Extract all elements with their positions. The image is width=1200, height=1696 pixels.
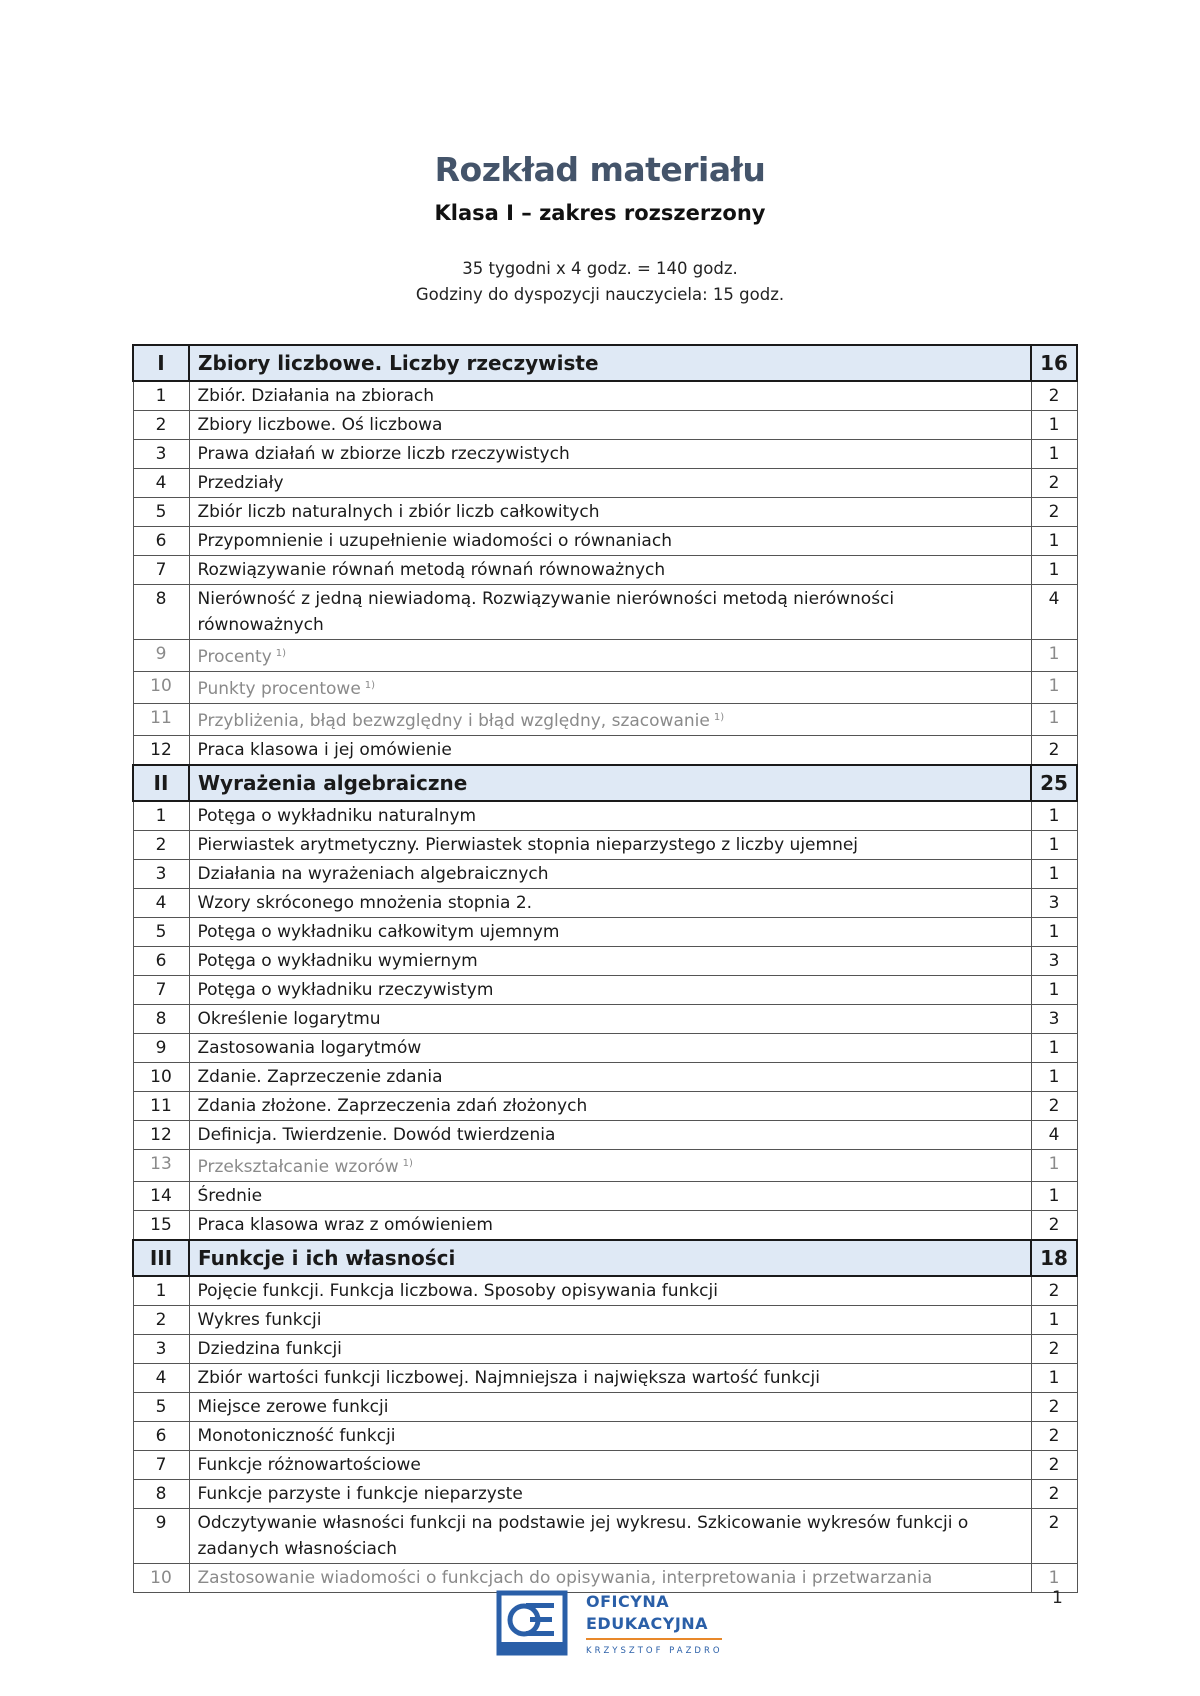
lesson-number: 11	[133, 1092, 189, 1121]
table-row	[133, 411, 1077, 440]
page-subtitle: Klasa I – zakres rozszerzony	[434, 201, 766, 225]
teacher-hours: Godziny do dyspozycji nauczyciela: 15 godz.	[415, 285, 785, 304]
section-number: I	[133, 345, 189, 381]
topic-text: Potęga o wykładniku wymiernym	[197, 951, 478, 971]
topic-text: Przybliżenia, błąd bezwzględny i błąd względny, szacowanie	[197, 711, 710, 731]
lesson-number: 9	[133, 1509, 189, 1564]
topic-cell	[189, 831, 1031, 860]
table-row	[133, 947, 1077, 976]
lesson-hours: 3	[1031, 947, 1077, 976]
topic-text: Rozwiązywanie równań metodą równań równoważnych	[197, 560, 666, 580]
lesson-number: 8	[133, 1480, 189, 1509]
lesson-hours: 2	[1031, 1509, 1077, 1564]
topic-text: Wykres funkcji	[197, 1310, 322, 1330]
lesson-hours: 1	[1031, 1306, 1077, 1335]
table-row	[133, 640, 1077, 672]
logo-text-edukacyjna: EDUKACYJNA	[586, 1614, 709, 1633]
table-row	[133, 527, 1077, 556]
lesson-number: 4	[133, 889, 189, 918]
lesson-number: 9	[133, 1034, 189, 1063]
table-row	[133, 1276, 1077, 1306]
lesson-hours: 2	[1031, 381, 1077, 411]
section-number: III	[133, 1240, 189, 1276]
topic-cell	[189, 527, 1031, 556]
table-row	[133, 1034, 1077, 1063]
section-hours: 16	[1031, 345, 1077, 381]
table-row	[133, 672, 1077, 704]
table-row	[133, 860, 1077, 889]
table-row	[133, 1092, 1077, 1121]
section-title: Funkcje i ich własności	[189, 1240, 1031, 1276]
lesson-hours: 2	[1031, 469, 1077, 498]
topic-cell	[189, 976, 1031, 1005]
table-row	[133, 704, 1077, 736]
topic-text: Zbiór wartości funkcji liczbowej. Najmniejsza i największa wartość funkcji	[197, 1368, 820, 1388]
lesson-hours: 2	[1031, 498, 1077, 527]
lesson-hours: 1	[1031, 918, 1077, 947]
lesson-hours: 1	[1031, 672, 1077, 704]
topic-cell	[189, 672, 1031, 704]
topic-cell	[189, 1451, 1031, 1480]
topic-text: Odczytywanie własności funkcji na podstawie jej wykresu. Szkicowanie wykresów funkcji o zadanych własnościach	[197, 1513, 969, 1559]
table-row	[133, 1121, 1077, 1150]
table-row	[133, 1564, 1077, 1593]
topic-cell	[189, 1564, 1031, 1593]
lesson-hours: 1	[1031, 860, 1077, 889]
topic-text: Zbiór. Działania na zbiorach	[197, 386, 434, 406]
topic-cell	[189, 918, 1031, 947]
topic-text: Zbiór liczb naturalnych i zbiór liczb całkowitych	[197, 502, 600, 522]
table-row	[133, 976, 1077, 1005]
page-number: 1	[1052, 1588, 1063, 1608]
topic-cell	[189, 1422, 1031, 1451]
lesson-hours: 1	[1031, 976, 1077, 1005]
topic-text: Działania na wyrażeniach algebraicznych	[197, 864, 549, 884]
topic-text: Potęga o wykładniku całkowitym ujemnym	[197, 922, 560, 942]
topic-cell	[189, 1335, 1031, 1364]
topic-cell	[189, 1063, 1031, 1092]
topic-cell	[189, 1211, 1031, 1241]
lesson-number: 5	[133, 918, 189, 947]
topic-text: Miejsce zerowe funkcji	[197, 1397, 389, 1417]
topic-cell	[189, 1480, 1031, 1509]
topic-cell	[189, 556, 1031, 585]
topic-cell	[189, 1364, 1031, 1393]
lesson-hours: 4	[1031, 585, 1077, 640]
lesson-number: 5	[133, 498, 189, 527]
lesson-hours: 2	[1031, 1393, 1077, 1422]
lesson-number: 6	[133, 527, 189, 556]
topic-text: Wzory skróconego mnożenia stopnia 2.	[197, 893, 533, 913]
topic-text: Zastosowanie wiadomości o funkcjach do opisywania, interpretowania i przetwarzania	[197, 1568, 933, 1588]
lesson-hours: 2	[1031, 1092, 1077, 1121]
lesson-number: 7	[133, 556, 189, 585]
topic-cell	[189, 1121, 1031, 1150]
table-row	[133, 889, 1077, 918]
lesson-number: 7	[133, 976, 189, 1005]
logo-text-oficyna: OFICYNA	[586, 1592, 670, 1611]
lesson-number: 10	[133, 672, 189, 704]
topic-text: Funkcje parzyste i funkcje nieparzyste	[197, 1484, 523, 1504]
topic-cell	[189, 381, 1031, 411]
topic-text: Określenie logarytmu	[197, 1009, 381, 1029]
section-number: II	[133, 765, 189, 801]
topic-text: Zastosowania logarytmów	[197, 1038, 422, 1058]
topic-text: Praca klasowa wraz z omówieniem	[197, 1215, 493, 1235]
section-title: Wyrażenia algebraiczne	[189, 765, 1031, 801]
lesson-hours: 1	[1031, 527, 1077, 556]
lesson-number: 10	[133, 1063, 189, 1092]
table-row	[133, 801, 1077, 831]
lesson-number: 5	[133, 1393, 189, 1422]
table-row	[133, 1451, 1077, 1480]
table-row	[133, 1063, 1077, 1092]
logo-divider	[586, 1638, 722, 1640]
lesson-number: 3	[133, 440, 189, 469]
table-row	[133, 381, 1077, 411]
topic-text: Zbiory liczbowe. Oś liczbowa	[197, 415, 443, 435]
topic-text: Przypomnienie i uzupełnienie wiadomości o równaniach	[197, 531, 672, 551]
footnote-marker: 1)	[402, 1158, 413, 1169]
logo-text-author: KRZYSZTOF PAZDRO	[586, 1646, 723, 1656]
topic-text: Nierówność z jedną niewiadomą. Rozwiązywanie nierówności metodą nierówności równoważnych	[197, 589, 895, 635]
topic-text: Prawa działań w zbiorze liczb rzeczywistych	[197, 444, 570, 464]
topic-cell	[189, 889, 1031, 918]
table-row	[133, 469, 1077, 498]
topic-text: Przedziały	[197, 473, 284, 493]
topic-cell	[189, 1393, 1031, 1422]
table-row	[133, 556, 1077, 585]
table-row	[133, 831, 1077, 860]
lesson-hours: 2	[1031, 736, 1077, 766]
table-row	[133, 1306, 1077, 1335]
table-row	[133, 440, 1077, 469]
lesson-number: 1	[133, 801, 189, 831]
lesson-number: 2	[133, 1306, 189, 1335]
lesson-number: 8	[133, 1005, 189, 1034]
curriculum-table	[132, 344, 1078, 1593]
table-row	[133, 1480, 1077, 1509]
topic-text: Procenty	[197, 647, 272, 667]
topic-cell	[189, 704, 1031, 736]
topic-cell	[189, 1276, 1031, 1306]
topic-cell	[189, 1306, 1031, 1335]
lesson-hours: 3	[1031, 1005, 1077, 1034]
table-row	[133, 498, 1077, 527]
section-title: Zbiory liczbowe. Liczby rzeczywiste	[189, 345, 1031, 381]
topic-text: Zdanie. Zaprzeczenie zdania	[197, 1067, 443, 1087]
lesson-number: 3	[133, 860, 189, 889]
section-hours: 25	[1031, 765, 1077, 801]
topic-cell	[189, 498, 1031, 527]
lesson-hours: 4	[1031, 1121, 1077, 1150]
lesson-number: 6	[133, 947, 189, 976]
lesson-number: 12	[133, 1121, 189, 1150]
lesson-number: 1	[133, 1276, 189, 1306]
table-row	[133, 1422, 1077, 1451]
lesson-number: 8	[133, 585, 189, 640]
topic-text: Potęga o wykładniku rzeczywistym	[197, 980, 494, 1000]
lesson-number: 3	[133, 1335, 189, 1364]
topic-text: Potęga o wykładniku naturalnym	[197, 806, 477, 826]
footnote-marker: 1)	[713, 712, 725, 723]
lesson-hours: 2	[1031, 1335, 1077, 1364]
topic-text: Pierwiastek arytmetyczny. Pierwiastek stopnia nieparzystego z liczby ujemnej	[197, 835, 859, 855]
topic-text: Punkty procentowe	[197, 679, 361, 699]
topic-text: Pojęcie funkcji. Funkcja liczbowa. Sposoby opisywania funkcji	[197, 1281, 718, 1301]
topic-cell	[189, 469, 1031, 498]
lesson-number: 9	[133, 640, 189, 672]
lesson-hours: 1	[1031, 1364, 1077, 1393]
lesson-hours: 2	[1031, 1422, 1077, 1451]
lesson-number: 2	[133, 411, 189, 440]
lesson-hours: 1	[1031, 411, 1077, 440]
lesson-number: 10	[133, 1564, 189, 1593]
lesson-number: 15	[133, 1211, 189, 1241]
publisher-logo	[496, 1590, 736, 1670]
topic-text: Praca klasowa i jej omówienie	[197, 740, 452, 760]
topic-cell	[189, 640, 1031, 672]
table-row	[133, 1393, 1077, 1422]
lesson-hours: 1	[1031, 640, 1077, 672]
table-row	[133, 1509, 1077, 1564]
lesson-number: 11	[133, 704, 189, 736]
section-header-row	[133, 765, 1077, 801]
topic-cell	[189, 801, 1031, 831]
topic-cell	[189, 1034, 1031, 1063]
lesson-number: 12	[133, 736, 189, 766]
table-row	[133, 736, 1077, 766]
topic-cell	[189, 1005, 1031, 1034]
topic-cell	[189, 1150, 1031, 1182]
lesson-hours: 1	[1031, 801, 1077, 831]
table-row	[133, 1150, 1077, 1182]
topic-text: Monotoniczność funkcji	[197, 1426, 396, 1446]
topic-text: Zdania złożone. Zaprzeczenia zdań złożonych	[197, 1096, 588, 1116]
oe-logo-icon	[496, 1590, 568, 1656]
topic-text: Średnie	[197, 1186, 263, 1206]
lesson-hours: 1	[1031, 1564, 1077, 1593]
table-row	[133, 1005, 1077, 1034]
lesson-number: 4	[133, 1364, 189, 1393]
topic-cell	[189, 585, 1031, 640]
topic-text: Przekształcanie wzorów	[197, 1157, 399, 1177]
lesson-number: 13	[133, 1150, 189, 1182]
footnote-marker: 1)	[364, 680, 376, 691]
topic-text: Dziedzina funkcji	[197, 1339, 342, 1359]
section-header-row	[133, 1240, 1077, 1276]
section-hours: 18	[1031, 1240, 1077, 1276]
lesson-hours: 1	[1031, 1182, 1077, 1211]
table-row	[133, 918, 1077, 947]
lesson-number: 2	[133, 831, 189, 860]
topic-text: Definicja. Twierdzenie. Dowód twierdzenia	[197, 1125, 556, 1145]
lesson-hours: 2	[1031, 1276, 1077, 1306]
table-row	[133, 1182, 1077, 1211]
lesson-hours: 3	[1031, 889, 1077, 918]
topic-cell	[189, 860, 1031, 889]
section-header-row	[133, 345, 1077, 381]
table-row	[133, 1364, 1077, 1393]
topic-cell	[189, 1182, 1031, 1211]
lesson-hours: 1	[1031, 556, 1077, 585]
topic-cell	[189, 736, 1031, 766]
topic-text: Funkcje różnowartościowe	[197, 1455, 421, 1475]
lesson-number: 1	[133, 381, 189, 411]
topic-cell	[189, 947, 1031, 976]
lesson-number: 4	[133, 469, 189, 498]
hours-summary: 35 tygodni x 4 godz. = 140 godz.	[462, 259, 738, 278]
table-row	[133, 1335, 1077, 1364]
footnote-marker: 1)	[275, 648, 287, 659]
document-header	[0, 148, 1200, 308]
table-row	[133, 1211, 1077, 1241]
topic-cell	[189, 1509, 1031, 1564]
lesson-hours: 1	[1031, 704, 1077, 736]
lesson-hours: 1	[1031, 1063, 1077, 1092]
lesson-hours: 1	[1031, 1034, 1077, 1063]
topic-cell	[189, 411, 1031, 440]
lesson-hours: 1	[1031, 831, 1077, 860]
table-row	[133, 585, 1077, 640]
lesson-hours: 2	[1031, 1480, 1077, 1509]
lesson-hours: 1	[1031, 1150, 1077, 1182]
lesson-hours: 1	[1031, 440, 1077, 469]
curriculum-table-body	[133, 345, 1077, 1593]
page-title: Rozkład materiału	[434, 150, 766, 189]
lesson-number: 6	[133, 1422, 189, 1451]
lesson-hours: 2	[1031, 1211, 1077, 1241]
topic-cell	[189, 1092, 1031, 1121]
topic-cell	[189, 440, 1031, 469]
lesson-number: 7	[133, 1451, 189, 1480]
lesson-number: 14	[133, 1182, 189, 1211]
lesson-hours: 2	[1031, 1451, 1077, 1480]
